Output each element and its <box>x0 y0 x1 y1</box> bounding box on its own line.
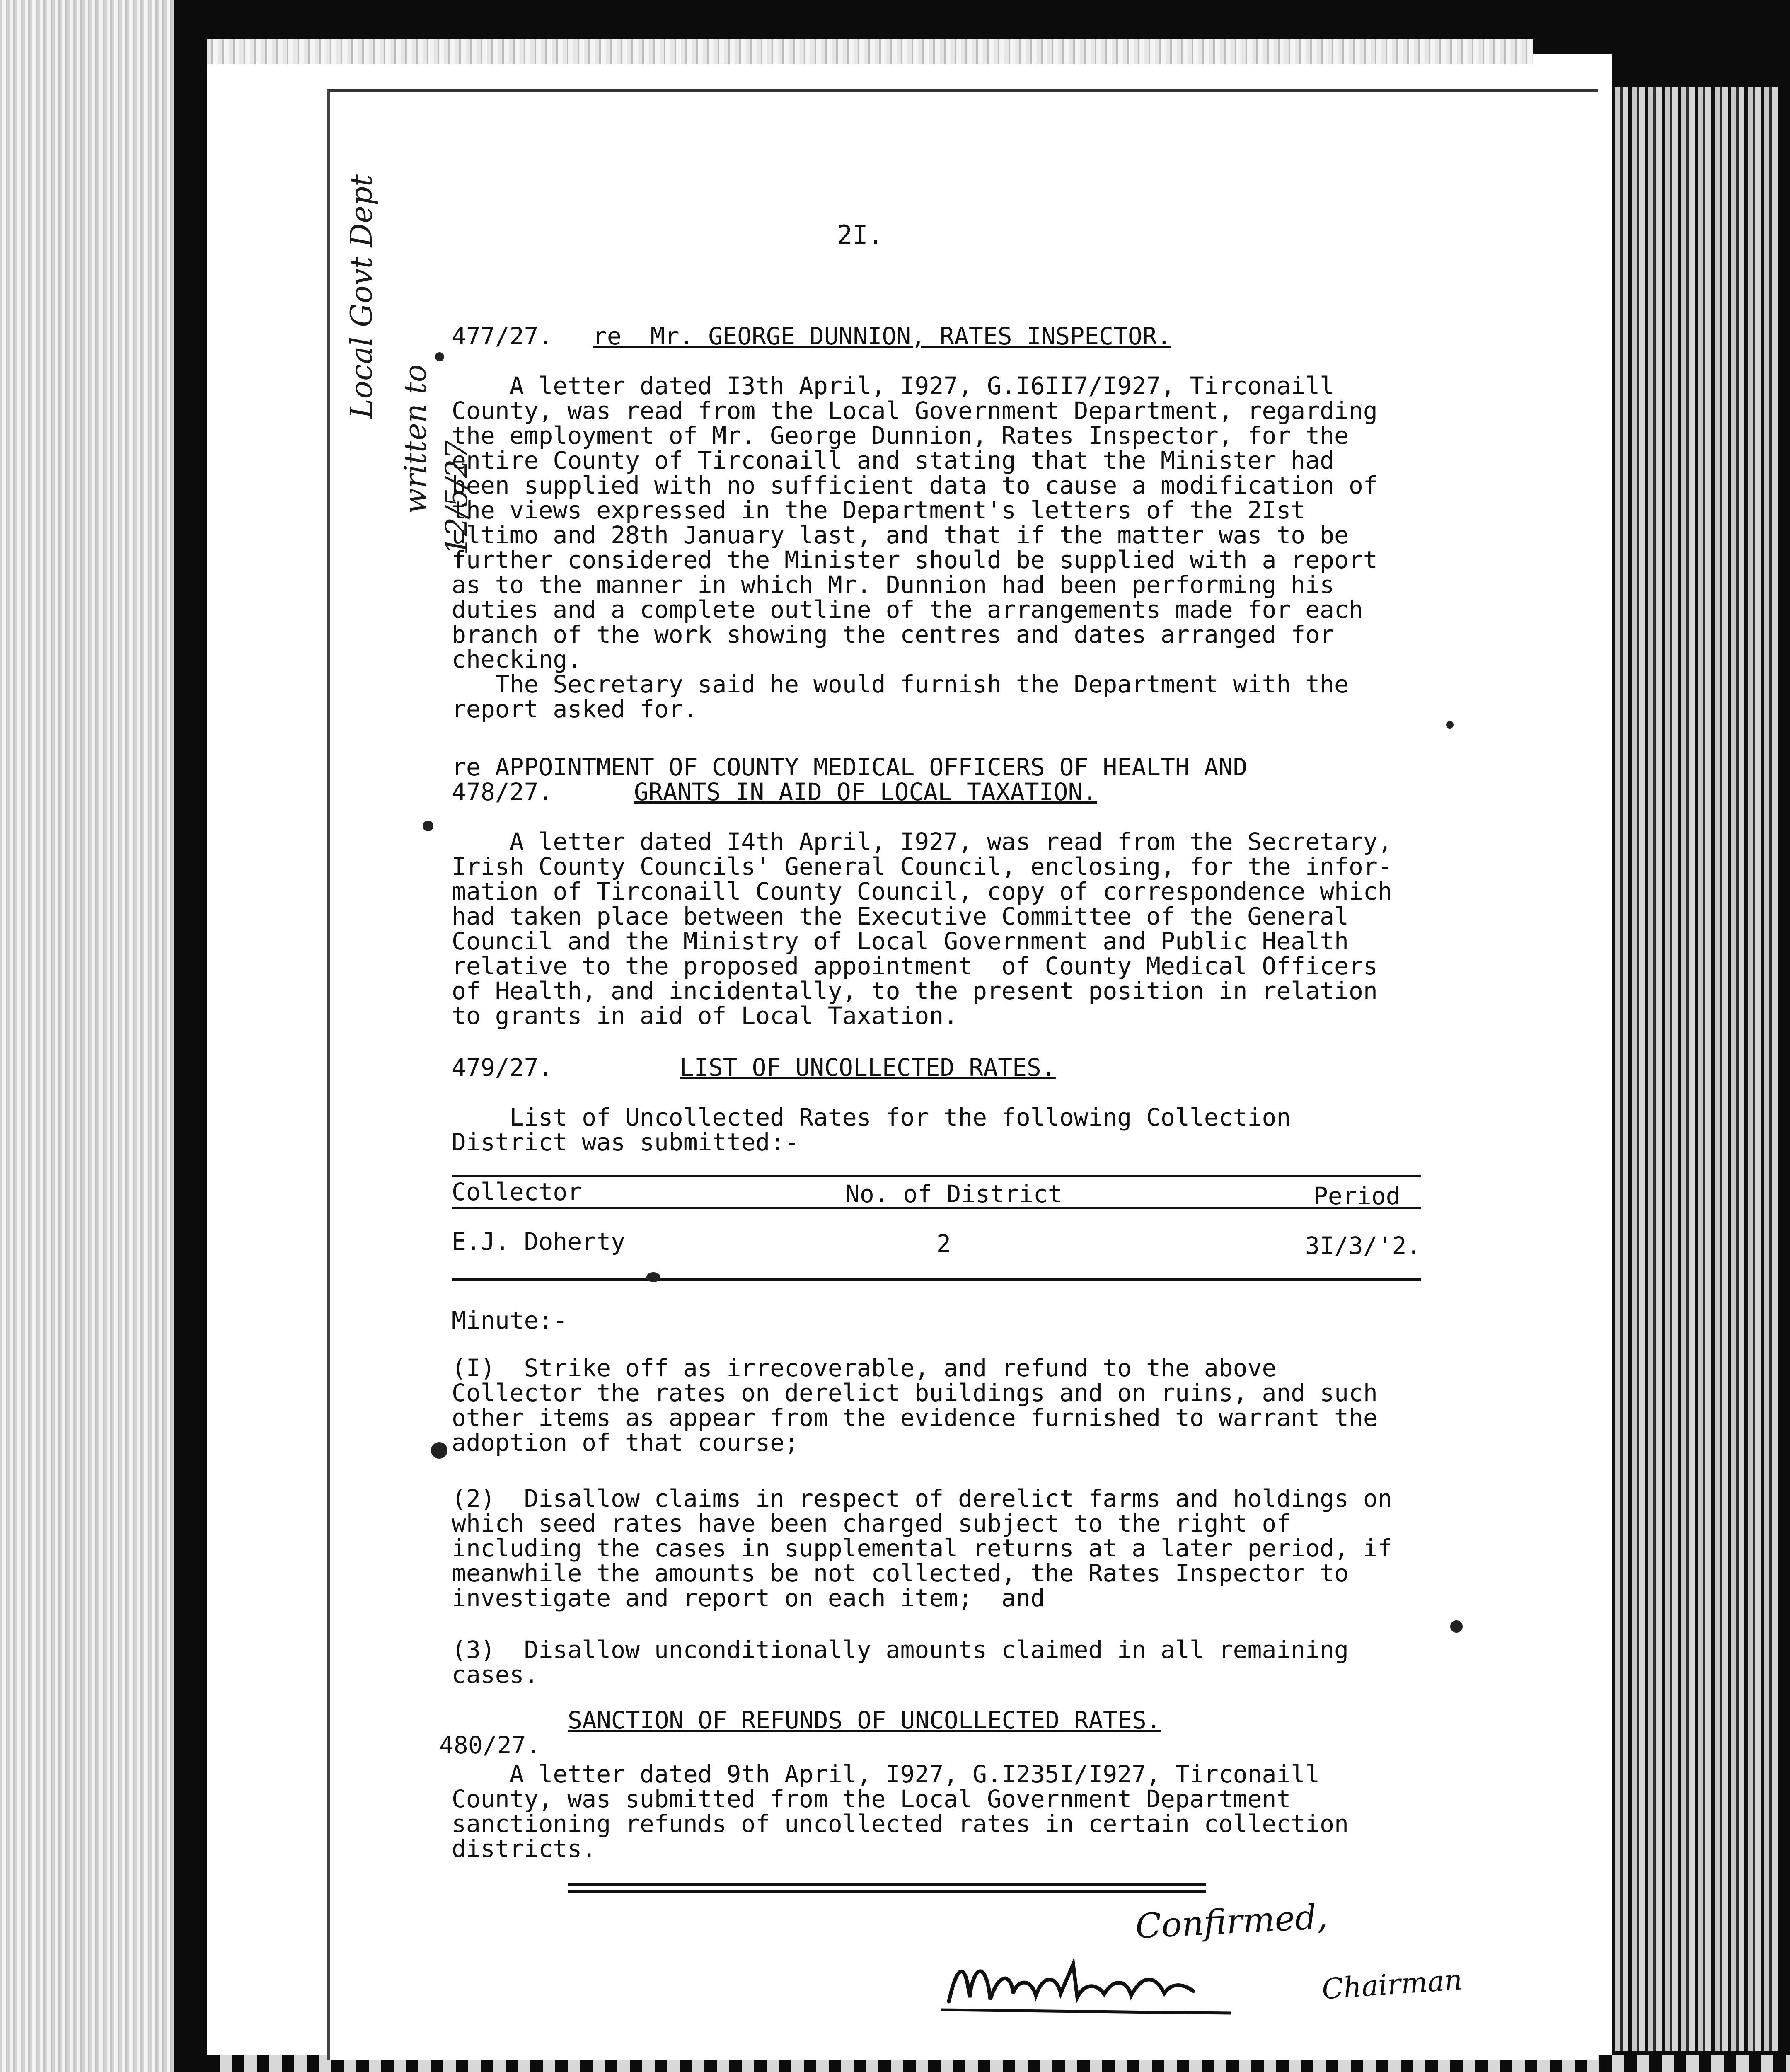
item-ref: 478/27. <box>452 778 553 806</box>
text-line: adoption of that course; <box>452 1428 799 1457</box>
text-line: report asked for. <box>452 695 698 723</box>
text-line: districts. <box>452 1835 597 1863</box>
text-line: had taken place between the Executive Committee of the General <box>452 902 1349 930</box>
text-line: to grants in aid of Local Taxation. <box>452 1002 958 1030</box>
text-line: County, was read from the Local Government Department, regarding <box>452 397 1378 425</box>
text-line: duties and a complete outline of the arrangements made for each <box>452 595 1363 624</box>
table-rule-top <box>452 1175 1421 1177</box>
margin-note-line: Local Govt Dept <box>344 174 379 419</box>
margin-note <box>439 428 474 555</box>
text-line: County, was submitted from the Local Government Department <box>452 1785 1291 1813</box>
item-ref: 479/27. <box>452 1053 553 1082</box>
table-header-period: Period <box>1313 1182 1401 1210</box>
text-line: investigate and report on each item; and <box>452 1584 1045 1612</box>
text-line: of Health, and incidentally, to the present position in relation <box>452 977 1378 1005</box>
text-line: branch of the work showing the centres and dates arranged for <box>452 620 1335 649</box>
item-heading: re Mr. GEORGE DUNNION, RATES INSPECTOR. <box>593 322 1171 350</box>
stacked-page-edges <box>1612 87 1778 2051</box>
text-line: A letter dated I4th April, I927, was read from the Secretary, <box>452 828 1392 856</box>
text-line: sanctioning refunds of uncollected rates in certain collection <box>452 1810 1349 1838</box>
page-number: 2I. <box>837 220 883 250</box>
minute-label: Minute:- <box>452 1306 568 1334</box>
item-heading: LIST OF UNCOLLECTED RATES. <box>680 1053 1056 1082</box>
margin-note-line: 12/5/27 <box>439 440 474 555</box>
text-line: been supplied with no sufficient data to cause a modification of <box>452 471 1378 499</box>
text-line: including the cases in supplemental returns at a later period, if <box>452 1534 1392 1562</box>
scan-speck <box>423 821 433 831</box>
item-heading: GRANTS IN AID OF LOCAL TAXATION. <box>634 778 1097 806</box>
handwritten-signature <box>941 1948 1239 2018</box>
scan-speck <box>1450 1620 1463 1633</box>
text-line: Collector the rates on derelict buildings and on ruins, and such <box>452 1379 1378 1407</box>
table-cell-district: 2 <box>936 1230 951 1258</box>
text-line: further considered the Minister should be supplied with a report <box>452 546 1378 574</box>
table-rule-header <box>452 1207 1421 1209</box>
text-line: (3) Disallow unconditionally amounts claimed in all remaining <box>452 1636 1349 1664</box>
text-line: relative to the proposed appointment of County Medical Officers <box>452 952 1378 980</box>
text-line: ultimo and 28th January last, and that if the matter was to be <box>452 521 1349 549</box>
text-line: checking. <box>452 645 582 673</box>
table-cell-collector: E.J. Doherty <box>452 1227 626 1256</box>
closing-rule <box>568 1883 1206 1886</box>
item-ref: 477/27. <box>452 322 553 350</box>
text-line: mation of Tirconaill County Council, copy of correspondence which <box>452 877 1392 905</box>
scan-border-left <box>0 0 195 2072</box>
table-rule-bottom <box>452 1278 1421 1281</box>
text-line: List of Uncollected Rates for the following Collection <box>452 1103 1291 1131</box>
scan-speck <box>431 1442 448 1459</box>
scan-top-edge <box>207 39 1533 64</box>
text-line: District was submitted:- <box>452 1128 799 1156</box>
text-line: (I) Strike off as irrecoverable, and refund to the above <box>452 1354 1277 1382</box>
scan-speck <box>646 1272 660 1282</box>
closing-rule <box>568 1890 1206 1893</box>
table-header-collector: Collector <box>452 1178 582 1206</box>
item-heading-line: re APPOINTMENT OF COUNTY MEDICAL OFFICERS OF HEALTH AND <box>452 753 1248 781</box>
margin-note <box>344 162 379 419</box>
text-line: (2) Disallow claims in respect of derelict farms and holdings on <box>452 1484 1392 1513</box>
text-line: as to the manner in which Mr. Dunnion had been performing his <box>452 571 1335 599</box>
text-line: A letter dated 9th April, I927, G.I235I/I927, Tirconaill <box>452 1760 1320 1788</box>
text-line: meanwhile the amounts be not collected, the Rates Inspector to <box>452 1559 1349 1587</box>
text-line: the employment of Mr. George Dunnion, Rates Inspector, for the <box>452 421 1349 450</box>
margin-note-line: written to <box>398 364 433 514</box>
table-cell-period: 3I/3/'2. <box>1305 1232 1421 1260</box>
text-line: A letter dated I3th April, I927, G.I6II7/I927, Tirconaill <box>452 372 1335 400</box>
margin-note <box>398 352 433 514</box>
text-line: other items as appear from the evidence furnished to warrant the <box>452 1404 1378 1432</box>
text-line: cases. <box>452 1661 539 1689</box>
text-line: the views expressed in the Department's letters of the 2Ist <box>452 496 1306 524</box>
text-line: Council and the Ministry of Local Government and Public Health <box>452 927 1349 955</box>
chairman-note: Chairman <box>1321 1963 1463 2006</box>
text-line: Irish County Councils' General Council, enclosing, for the infor- <box>452 852 1392 881</box>
confirmed-note: Confirmed, <box>1134 1897 1328 1947</box>
item-heading: SANCTION OF REFUNDS OF UNCOLLECTED RATES. <box>568 1706 1161 1734</box>
scan-binding-shadow <box>174 0 207 2072</box>
text-line: entire County of Tirconaill and stating that the Minister had <box>452 446 1335 474</box>
text-line: The Secretary said he would furnish the Department with the <box>452 670 1349 698</box>
text-line: which seed rates have been charged subject to the right of <box>452 1509 1291 1537</box>
scan-speck <box>435 352 444 361</box>
item-ref: 480/27. <box>439 1731 541 1759</box>
scan-speck <box>1446 721 1454 729</box>
table-header-district: No. of District <box>845 1180 1062 1208</box>
